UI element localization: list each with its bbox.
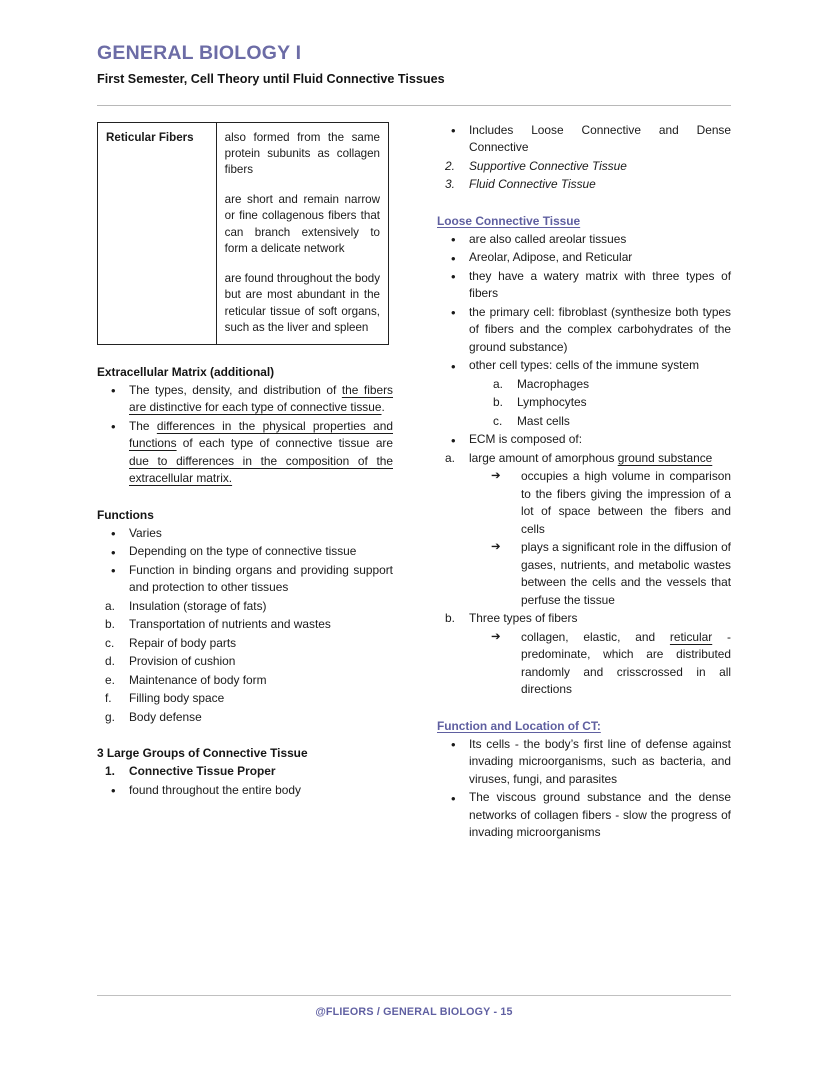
list-marker: b.	[493, 395, 503, 410]
list-item-label: Provision of cushion	[129, 654, 236, 669]
reticular-fibers-table	[97, 122, 389, 345]
list-item	[97, 672, 393, 690]
ecm-bullet-list	[97, 382, 393, 488]
list-marker: 3.	[445, 177, 455, 192]
section-heading-ecm: Extracellular Matrix (additional)	[97, 364, 275, 379]
list-item: • ECM is composed of:	[437, 431, 731, 449]
functions-lettered-list	[97, 598, 393, 727]
list-item	[437, 450, 731, 468]
table-desc-paragraph: are short and remain narrow or fine collagenous fibers that can branch extensively to form a delicate network	[224, 192, 380, 256]
list-item	[97, 690, 393, 708]
list-marker: c.	[105, 635, 115, 650]
list-item	[437, 158, 731, 176]
table-desc-paragraph: also formed from the same protein subunits as collagen fibers	[224, 130, 380, 177]
groups-bullet-list	[97, 782, 393, 800]
page-footer	[97, 995, 731, 1018]
list-item	[485, 629, 731, 699]
list-item: • the primary cell: fibroblast (synthesize both types of fibers and the complex carbohydrates of the ground substance)	[437, 304, 731, 357]
text-run-underlined: differences in the physical properties and functions	[129, 418, 393, 451]
list-marker: 2.	[445, 158, 455, 173]
list-item	[97, 763, 393, 781]
table-cell-description	[216, 122, 388, 344]
list-item	[485, 413, 731, 431]
text-run-underlined: reticular	[669, 629, 713, 644]
section-heading-loose-ct: Loose Connective Tissue	[437, 213, 581, 228]
footer-text: @FLIEORS / GENERAL BIOLOGY - 15	[315, 1006, 513, 1018]
list-marker: d.	[105, 654, 115, 669]
list-item-label: Lymphocytes	[517, 395, 587, 410]
list-item: ➔ occupies a high volume in comparison to the fibers giving the impression of a lot of space between the fibers and cells	[485, 468, 731, 538]
list-item	[485, 394, 731, 412]
document-header	[97, 42, 731, 106]
function-location-bullet-list	[437, 736, 731, 842]
ecm-composition-list-b	[437, 610, 731, 628]
list-item: • Its cells - the body’s first line of defense against invading microorganisms, such as bacteria, and viruses, fungi, and parasites	[437, 736, 731, 789]
list-item	[97, 616, 393, 634]
list-item-label: Filling body space	[129, 691, 225, 706]
section-heading-groups: 3 Large Groups of Connective Tissue	[97, 746, 308, 761]
right-column	[437, 122, 731, 843]
list-item: • Function in binding organs and providing support and protection to other tissues	[97, 562, 393, 597]
list-item-label: Mast cells	[517, 413, 570, 428]
list-item	[97, 709, 393, 727]
list-marker: c.	[493, 413, 503, 428]
list-item	[97, 598, 393, 616]
list-item: • The viscous ground substance and the dense networks of collagen fibers - slow the progress of invading microorganisms	[437, 789, 731, 842]
list-item: • are also called areolar tissues	[437, 231, 731, 249]
list-item	[97, 653, 393, 671]
list-item-label: Macrophages	[517, 376, 590, 391]
text-run: The	[129, 418, 157, 433]
list-item-label: Repair of body parts	[129, 635, 237, 650]
ct-groups-numbered-list	[437, 158, 731, 194]
list-marker: a.	[105, 598, 115, 613]
fiber-types-arrow-list	[437, 629, 731, 699]
list-marker: a.	[493, 376, 503, 391]
list-item-label: Insulation (storage of fats)	[129, 598, 267, 613]
continued-bullet-list	[437, 122, 731, 157]
text-run: - predominate, which are distributed randomly and crisscrossed in all directions	[521, 629, 732, 697]
list-item: ➔ plays a significant role in the diffusion of gases, nutrients, and metabolic wastes between the cells and the vessels that perfuse the tissue	[485, 539, 731, 609]
ecm-composition-bullet	[437, 431, 731, 449]
functions-bullet-list	[97, 525, 393, 597]
ground-substance-arrow-list	[437, 468, 731, 609]
list-item	[485, 376, 731, 394]
list-marker: 1.	[105, 764, 115, 779]
text-run: of each type of connective tissue are	[176, 436, 393, 451]
text-run-underlined: the fibers are distinctive for each type of connective tissue	[129, 382, 393, 415]
list-item: • Depending on the type of connective tissue	[97, 543, 393, 561]
left-column	[97, 122, 393, 801]
list-item: • Areolar, Adipose, and Reticular	[437, 249, 731, 267]
text-run-underlined: due to differences in the composition of the extracellular matrix.	[129, 453, 393, 486]
body-columns	[97, 122, 731, 843]
text-run: The types, density, and distribution of	[129, 382, 342, 397]
list-item-label: Supportive Connective Tissue	[469, 158, 627, 173]
list-item: • they have a watery matrix with three types of fibers	[437, 268, 731, 303]
list-item: • Varies	[97, 525, 393, 543]
list-marker: e.	[105, 672, 115, 687]
list-item	[437, 176, 731, 194]
list-item-label: Connective Tissue Proper	[129, 764, 276, 779]
section-heading-function-location: Function and Location of CT:	[437, 718, 601, 733]
list-item	[437, 610, 731, 628]
list-item-label: Fluid Connective Tissue	[469, 177, 596, 192]
list-marker: g.	[105, 709, 115, 724]
groups-numbered-list	[97, 763, 393, 781]
list-marker: a.	[445, 450, 455, 465]
loose-ct-bullet-list	[437, 231, 731, 375]
table-cell-label: Reticular Fibers	[98, 122, 217, 344]
header-divider	[97, 105, 731, 106]
list-item	[97, 418, 393, 488]
immune-cell-types-list	[437, 376, 731, 431]
text-run: collagen, elastic, and	[521, 629, 670, 644]
list-item: • found throughout the entire body	[97, 782, 393, 800]
page-subtitle: First Semester, Cell Theory until Fluid Connective Tissues	[97, 72, 445, 87]
list-item: • other cell types: cells of the immune system	[437, 357, 731, 375]
list-item-label: Transportation of nutrients and wastes	[129, 617, 331, 632]
list-item-label: Body defense	[129, 709, 202, 724]
page-title: GENERAL BIOLOGY I	[97, 42, 302, 64]
list-item: • Includes Loose Connective and Dense Connective	[437, 122, 731, 157]
list-marker: b.	[105, 617, 115, 632]
table-desc-paragraph: are found throughout the body but are most abundant in the reticular tissue of soft organs, such as the liver and spleen	[224, 271, 381, 335]
list-item-label: Three types of fibers	[469, 611, 578, 626]
page-content	[97, 42, 731, 843]
list-item	[97, 635, 393, 653]
list-marker: b.	[445, 611, 455, 626]
footer-divider	[97, 995, 731, 996]
list-marker: f.	[105, 691, 112, 706]
table-row	[98, 122, 389, 344]
section-heading-functions: Functions	[97, 507, 154, 522]
text-run: large amount of amorphous	[469, 450, 618, 465]
text-run: .	[381, 400, 385, 415]
list-item-label: Maintenance of body form	[129, 672, 267, 687]
ecm-composition-list-a	[437, 450, 731, 468]
list-item	[97, 382, 393, 417]
text-run-underlined: ground substance	[617, 450, 713, 465]
